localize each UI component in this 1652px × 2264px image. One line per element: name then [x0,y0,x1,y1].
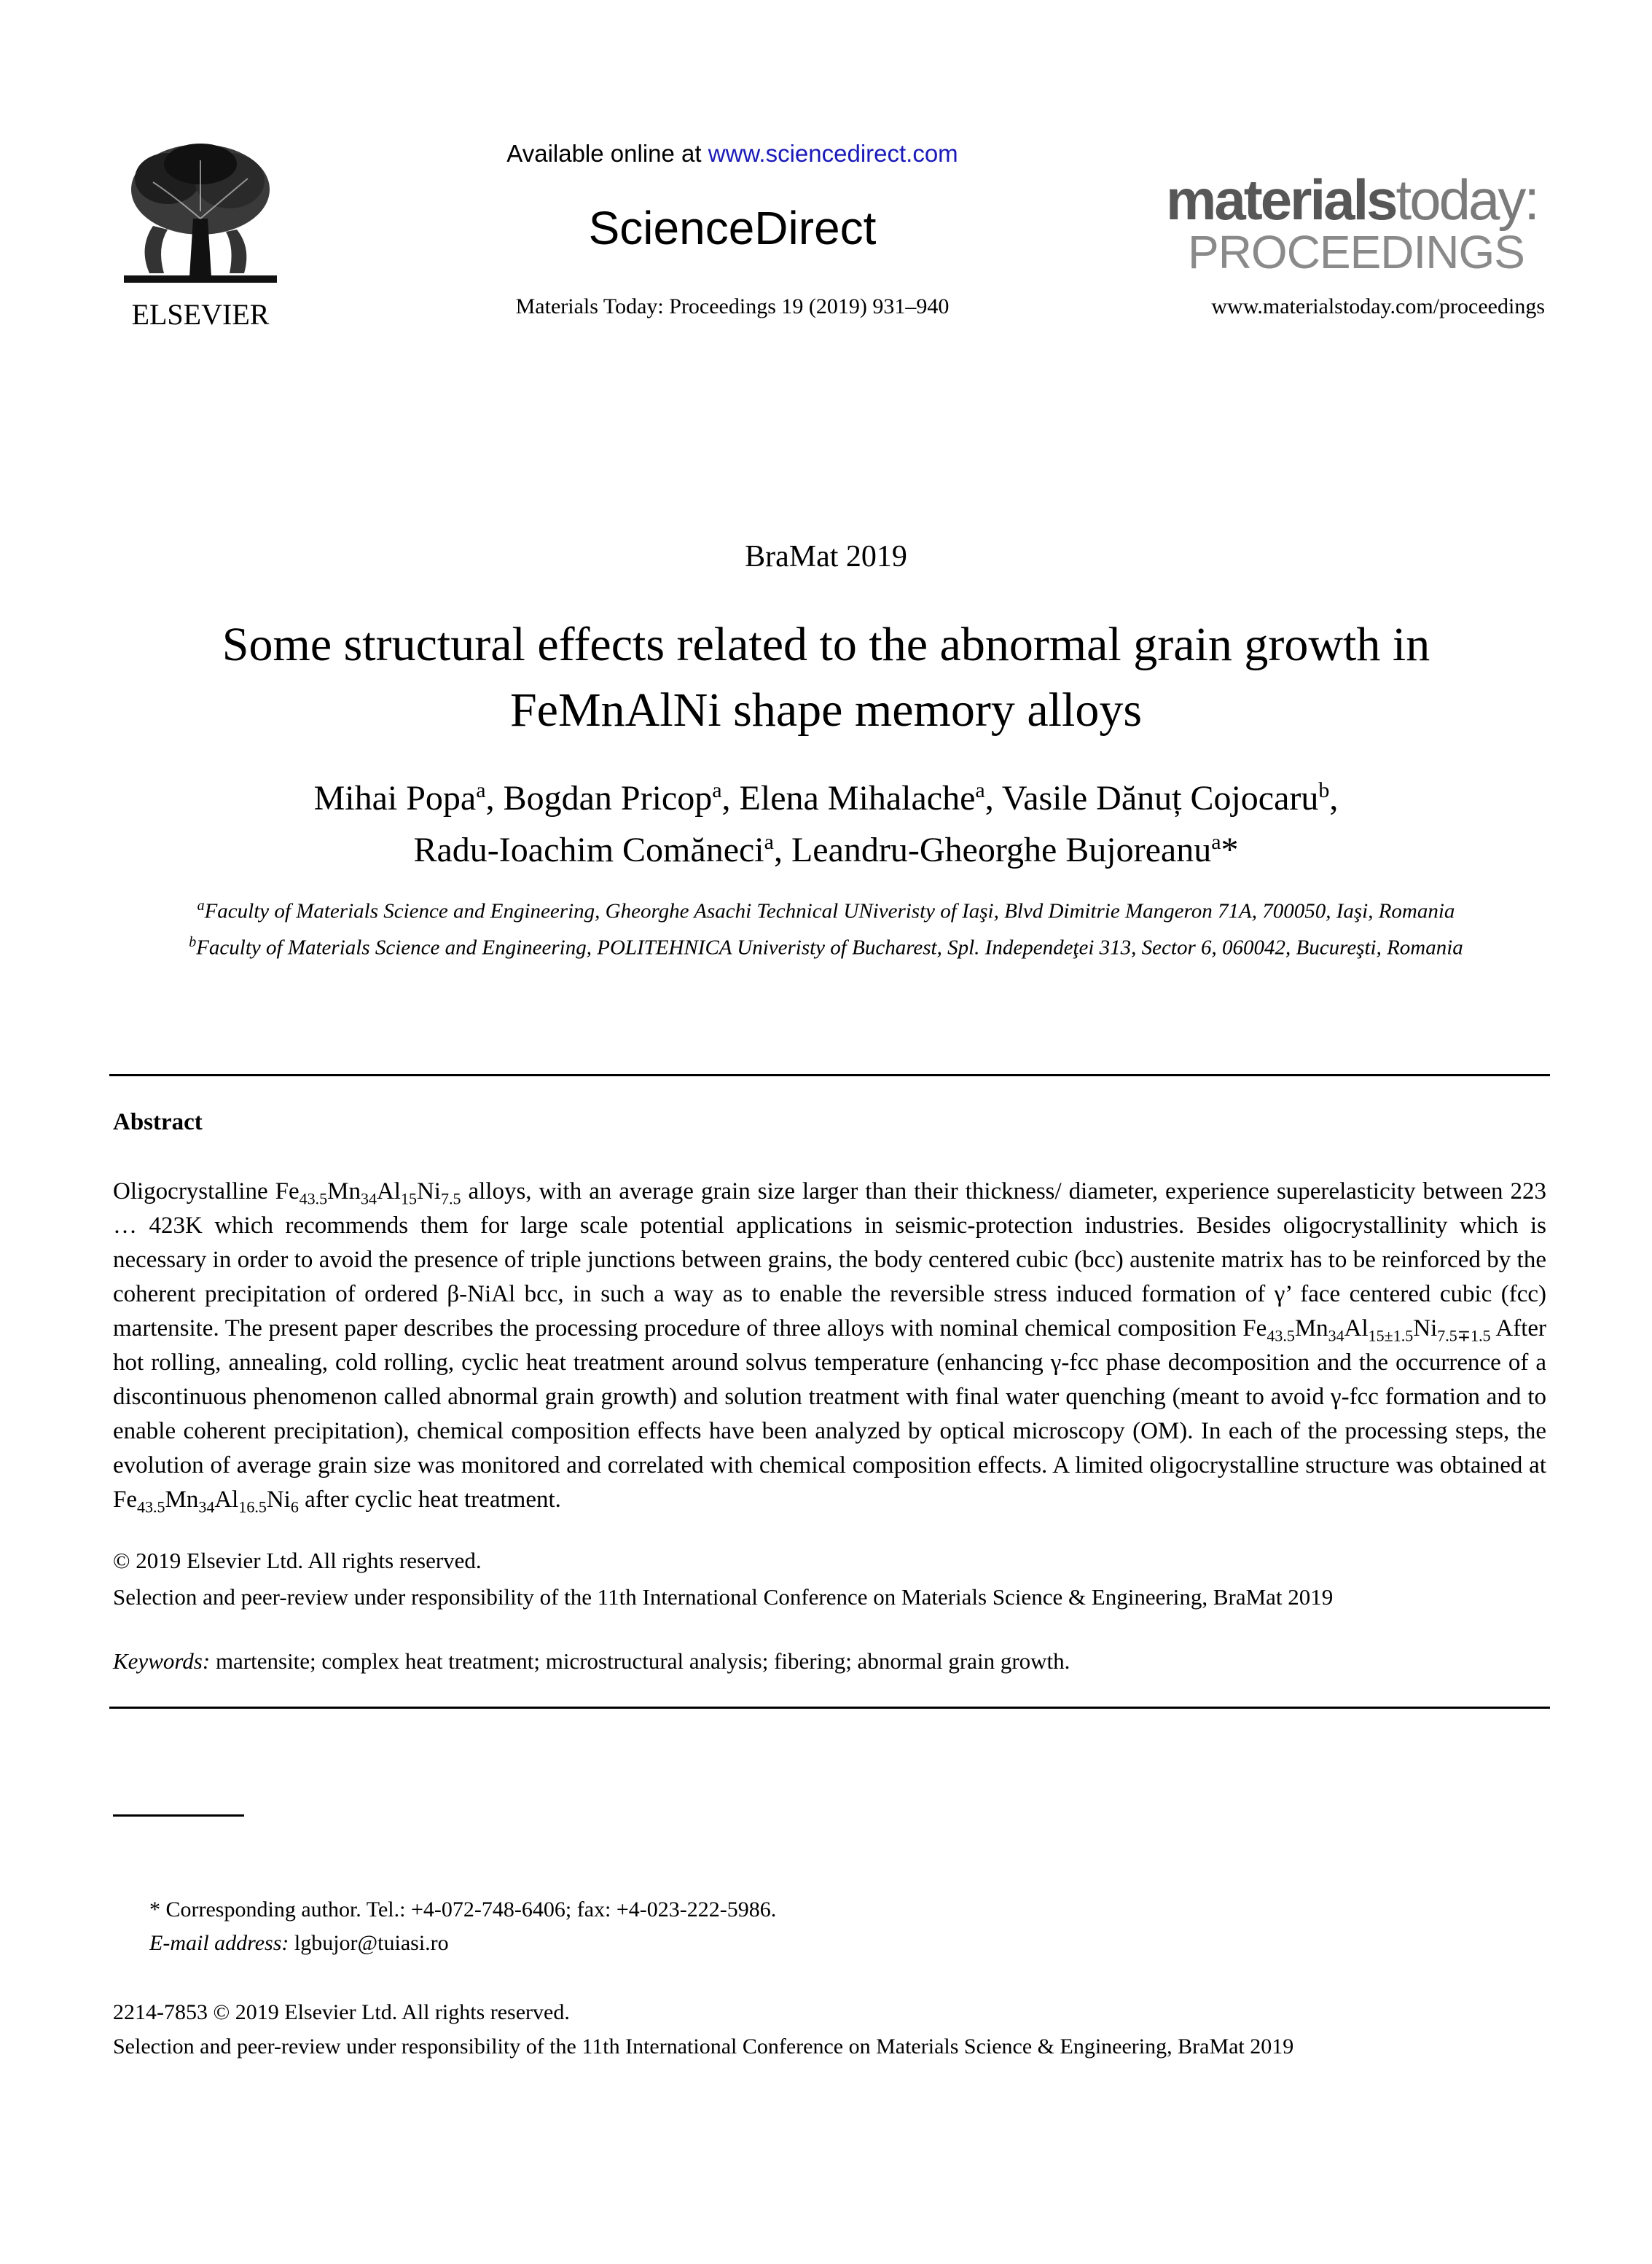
affiliations [131,890,1521,963]
abstract-selection-note: Selection and peer-review under responsibility of the 11th International Conference on Materials Science & Engineering, BraMat 2019 [113,1584,1334,1610]
divider-top [109,1074,1550,1076]
journal-reference: Materials Today: Proceedings 19 (2019) 931–940 [515,294,950,318]
abstract-paragraph [113,1175,1546,1517]
author-name: Radu-Ioachim Comăneci [413,831,764,869]
issn-copyright: 2214-7853 © 2019 Elsevier Ltd. All rights reserved. [113,2000,570,2024]
mt-logo-today: today: [1395,168,1538,232]
affiliation-b [131,927,1521,963]
email-address[interactable]: lgbujor@tuiasi.ro [289,1931,449,1955]
elsevier-tree-emblem [109,138,291,295]
abstract-text: Al [1344,1315,1369,1341]
keywords-list: martensite; complex heat treatment; microstructural analysis; fibering; abnormal grain growth. [210,1648,1070,1674]
subscript: 15 [400,1189,417,1208]
author-line-2 [109,820,1543,872]
abstract-text: Al [214,1487,239,1513]
keywords-label: Keywords: [113,1648,211,1674]
author-affiliation-mark: a [476,778,486,802]
mt-logo-proceedings: PROCEEDINGS [1188,226,1524,278]
author-line-1 [109,769,1543,820]
affiliation-mark: b [189,933,197,950]
author-name: Leandru-Gheorghe Bujoreanu [791,831,1212,869]
abstract-body [113,1175,1546,1517]
abstract-text: Ni [416,1178,441,1205]
author-affiliation-mark: b [1318,778,1330,802]
subscript: 7.5 [440,1189,461,1208]
subscript: 34 [198,1497,215,1516]
footer-selection-note: Selection and peer-review under responsibility of the 11th International Conference on Materials Science & Engineering, BraMat 2019 [113,2034,1294,2059]
author-affiliation-mark: a [975,778,985,802]
subscript: 43.5 [137,1497,165,1516]
subscript: 34 [360,1189,377,1208]
abstract-text: Ni [1413,1315,1438,1341]
abstract-text: After hot rolling, annealing, cold rolling, cyclic heat treatment around solvus temperature (enhancing γ-fcc phase decomposition and the occurrence of a discontinuous phenomenon called abnormal grain growth) and solution treatment with final water quenching (meant to avoid γ-fcc formation and to enable coherent precipitation), chemical composition effects have been analyzed by optical microscopy (OM). In each of the processing steps, the evolution of average grain size was monitored and correlated with chemical composition effects. A limited oligocrystalline structure was obtained at Fe [113,1315,1546,1513]
subscript: 43.5 [299,1189,328,1208]
abstract-text: Ni [266,1487,291,1513]
abstract-text: Oligocrystalline Fe [113,1178,300,1205]
mt-logo-line1 [1166,168,1545,232]
abstract-text: Mn [165,1487,199,1513]
author-separator: , [721,779,740,818]
journal-url[interactable]: www.materialstoday.com/proceedings [1211,294,1545,318]
abstract-text: Al [376,1178,401,1205]
corresponding-author-note: * Corresponding author. Tel.: +4-072-748-6406; fax: +4-023-222-5986. [149,1897,777,1922]
subscript: 7.5∓1.5 [1437,1326,1491,1345]
subscript: 6 [290,1497,299,1516]
divider-bottom [109,1707,1550,1709]
abstract-heading: Abstract [113,1109,203,1135]
footnote-rule [113,1814,244,1817]
affiliation-a [131,890,1521,927]
abstract-copyright: © 2019 Elsevier Ltd. All rights reserved. [113,1548,482,1573]
available-online [466,140,998,168]
email-note [149,1931,449,1956]
affiliation-text: Faculty of Materials Science and Engineering, POLITEHNICA Univeristy of Bucharest, Spl. Independeţei 313, Sector 6, 060042, Bucureşti, Romania [196,936,1463,960]
author-name: Mihai Popa [313,779,477,818]
subscript: 16.5 [238,1497,267,1516]
author-name: Vasile Dănuț Cojocaru [1001,779,1319,818]
author-list [109,769,1543,872]
sciencedirect-link[interactable]: www.sciencedirect.com [708,140,958,167]
mt-logo-materials: materials [1166,168,1396,232]
author-affiliation-mark: a [764,830,774,854]
keywords [113,1648,1070,1675]
email-label: E-mail address: [149,1931,289,1955]
subscript: 15±1.5 [1368,1326,1414,1345]
author-separator: , [485,779,504,818]
elsevier-logo [109,138,291,331]
subscript: 43.5 [1267,1326,1295,1345]
corresponding-asterisk: * [1221,831,1239,869]
abstract-text: Mn [1294,1315,1328,1341]
abstract-text: after cyclic heat treatment. [298,1487,561,1513]
title-line-2: FeMnAlNi shape memory alloys [509,683,1143,737]
author-affiliation-mark: a [712,778,722,802]
abstract-text: alloys, with an average grain size larger than their thickness/ diameter, experience superelasticity between 223 … 423K which recommends them for large scale potential applications in seismic-protection industries. Besides oligocrystallinity which is necessary in order to avoid the presence of triple junctions between grains, the body centered cubic (bcc) austenite matrix has to be reinforced by the coherent precipitation of ordered β-NiAl bcc, in such a way as to enable the reversible stress induced formation of γ’ face centered cubic (fcc) martensite. The present paper describes the processing procedure of three alloys with nominal chemical composition Fe [113,1178,1546,1341]
affiliation-text: Faculty of Materials Science and Engineering, Gheorghe Asachi Technical UNiveristy of Iaşi, Blvd Dimitrie Mangeron 71A, 700050, Iaşi, Romania [204,899,1455,923]
author-separator: , [773,831,791,869]
author-separator: , [984,779,1002,818]
title-line-1: Some structural effects related to the abnormal grain growth in [222,618,1430,671]
author-separator: , [1329,779,1339,818]
subscript: 34 [1328,1326,1344,1345]
author-name: Bogdan Pricop [503,779,713,818]
sciencedirect-title: ScienceDirect [588,202,877,254]
available-prefix: Available online at [506,140,708,167]
affiliation-mark: a [197,898,205,914]
conference-name: BraMat 2019 [745,540,907,573]
author-affiliation-mark: a [1211,830,1221,854]
paper-title [109,612,1543,743]
author-name: Elena Mihalache [739,779,976,818]
materials-today-logo [1166,168,1545,278]
elsevier-wordmark: ELSEVIER [131,298,270,331]
abstract-text: Mn [327,1178,361,1205]
